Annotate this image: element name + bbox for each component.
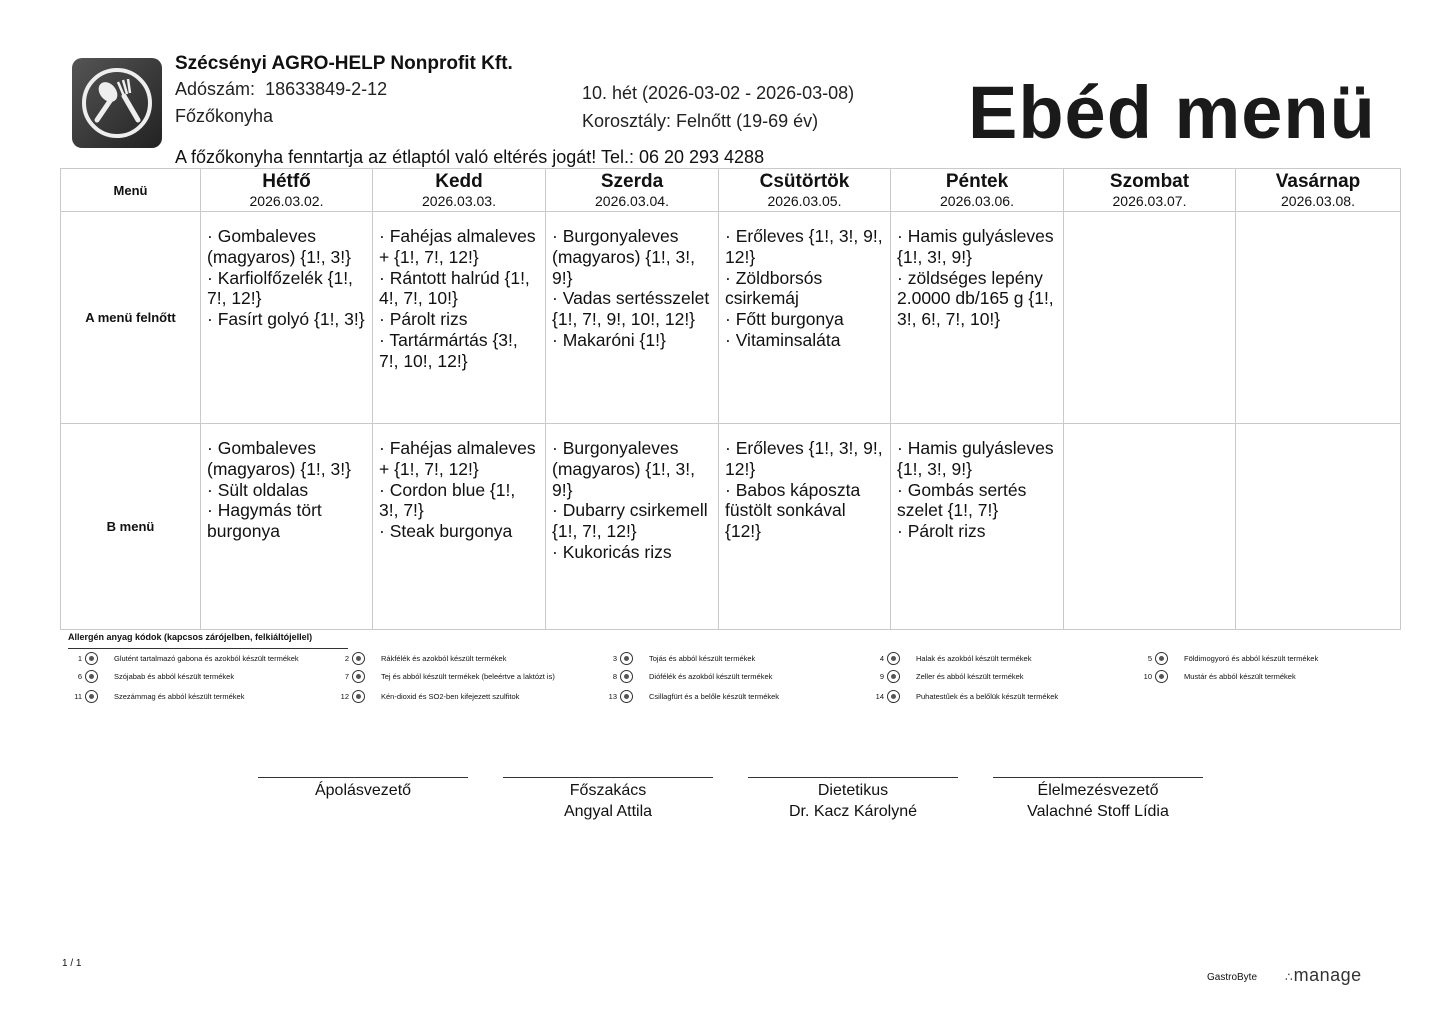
dish-item: · Kukoricás rizs: [552, 542, 712, 563]
day-header: [719, 169, 891, 212]
menu-row-label: B menü: [61, 424, 201, 630]
dish-item: · Fasírt golyó {1!, 3!}: [207, 309, 366, 330]
allergen-text: Tej és abból készült termékek (beleértve a laktózt is): [381, 672, 555, 681]
grain-icon: [85, 652, 98, 665]
tax-number-line: [175, 79, 387, 100]
allergen-title: Allergén anyag kódok (kapcsos zárójelben, felkiáltójellel): [68, 632, 313, 642]
day-name: Hétfő: [262, 171, 311, 192]
manage-dots: ∴: [1285, 970, 1294, 984]
age-group: Korosztály: Felnőtt (19-69 év): [582, 111, 819, 131]
menu-cell: [373, 212, 546, 424]
dish-item: · Hagymás tört burgonya: [207, 500, 366, 542]
allergen-number: 13: [608, 692, 617, 701]
fish-icon: [887, 652, 900, 665]
day-name: Szombat: [1109, 171, 1190, 192]
organization-name: Szécsényi AGRO-HELP Nonprofit Kft.: [175, 53, 513, 74]
manage-text: manage: [1293, 965, 1362, 985]
day-name: Szerda: [600, 171, 664, 192]
dish-item: · Zöldborsós csirkemáj: [725, 268, 884, 310]
day-date: 2026.03.08.: [1281, 193, 1355, 209]
dish-item: · Fahéjas almaleves + {1!, 7!, 12!}: [379, 226, 539, 268]
soy-icon: [85, 670, 98, 683]
allergen-item: [327, 690, 519, 703]
signature-name: Angyal Attila: [563, 803, 653, 820]
mollusc-icon: [887, 690, 900, 703]
page-title: Ebéd menü: [968, 71, 1376, 154]
signature-field: [503, 777, 713, 822]
table-header-row: [61, 169, 1401, 212]
allergen-divider: [68, 648, 348, 649]
lupin-icon: [620, 690, 633, 703]
day-header: [201, 169, 373, 212]
dish-item: · Dubarry csirkemell {1!, 7!, 12!}: [552, 500, 712, 542]
allergen-item: [595, 652, 755, 665]
dish-item: · Főtt burgonya: [725, 309, 884, 330]
dish-item: · Burgonyaleves (magyaros) {1!, 3!, 9!}: [552, 226, 712, 288]
page-number: 1 / 1: [62, 958, 82, 969]
allergen-number: 10: [1143, 672, 1152, 681]
allergen-number: 9: [879, 672, 884, 681]
day-date: 2026.03.02.: [249, 193, 324, 209]
dish-item: · Sült oldalas: [207, 480, 366, 501]
crab-icon: [352, 652, 365, 665]
menu-cell: [1064, 212, 1236, 424]
egg-icon: [620, 652, 633, 665]
signature-line: [748, 777, 958, 778]
table-row: [61, 212, 1401, 424]
menu-row-label: A menü felnőtt: [61, 212, 201, 424]
dish-item: · Párolt rizs: [897, 521, 1057, 542]
allergen-number: 6: [77, 672, 82, 681]
signature-role: Élelmezésvezető: [1037, 782, 1159, 799]
day-name: Csütörtök: [759, 171, 850, 192]
allergen-number: 14: [875, 692, 884, 701]
notice-text: A főzőkonyha fenntartja az étlaptól való eltérés jogát! Tel.: 06 20 293 4288: [175, 147, 765, 167]
dish-item: · Burgonyaleves (magyaros) {1!, 3!, 9!}: [552, 438, 712, 500]
allergen-text: Zeller és abból készült termékek: [916, 672, 1024, 681]
sesame-icon: [85, 690, 98, 703]
dish-item: · zöldséges lepény 2.0000 db/165 g {1!, 3!, 6!, 7!, 10!}: [897, 268, 1057, 330]
allergen-item: [862, 690, 1058, 703]
celery-icon: [887, 670, 900, 683]
dish-item: · Tartármártás {3!, 7!, 10!, 12!}: [379, 330, 539, 372]
signature-name: Valachné Stoff Lídia: [1027, 803, 1169, 820]
dish-item: · Karfiolfőzelék {1!, 7!, 12!}: [207, 268, 366, 310]
menu-cell: [546, 212, 719, 424]
dish-item: · Erőleves {1!, 3!, 9!, 12!}: [725, 438, 884, 480]
allergen-number: 8: [612, 672, 617, 681]
nut-icon: [620, 670, 633, 683]
day-name: Péntek: [945, 171, 1009, 192]
dish-item: · Vitaminsaláta: [725, 330, 884, 351]
dish-item: · Rántott halrúd {1!, 4!, 7!, 10!}: [379, 268, 539, 310]
allergen-text: Halak és azokból készült termékek: [916, 654, 1032, 663]
gastrobyte-label: GastroByte: [1207, 972, 1258, 983]
dish-item: · Hamis gulyásleves {1!, 3!, 9!}: [897, 226, 1057, 268]
day-date: 2026.03.05.: [767, 193, 842, 209]
menu-cell: [1236, 424, 1401, 630]
day-date: 2026.03.07.: [1112, 193, 1187, 209]
peanut-icon: [1155, 652, 1168, 665]
signature-role: Dietetikus: [817, 782, 889, 799]
allergen-text: Rákfélék és azokból készült termékek: [381, 654, 507, 663]
day-name: Vasárnap: [1275, 171, 1361, 192]
menu-cell: [201, 212, 373, 424]
logo: [72, 58, 162, 148]
allergen-text: Szójabab és abból készült termékek: [114, 672, 235, 681]
tax-number: 18633849-2-12: [265, 79, 388, 99]
allergen-text: Puhatestűek és a belőlük készült termékek: [916, 692, 1059, 701]
menu-table: [60, 168, 1401, 630]
day-header: [373, 169, 546, 212]
allergen-text: Kén-dioxid és SO2-ben kifejezett szulfitok: [381, 692, 520, 701]
allergen-item: [327, 670, 555, 683]
dish-item: · Párolt rizs: [379, 309, 539, 330]
kitchen-name: Főzőkonyha: [175, 106, 274, 126]
week-range: 10. hét (2026-03-02 - 2026-03-08): [582, 83, 855, 103]
signature-field: [258, 777, 468, 801]
allergen-number: 1: [77, 654, 82, 663]
allergen-number: 12: [340, 692, 349, 701]
menu-cell: [373, 424, 546, 630]
dish-item: · Erőleves {1!, 3!, 9!, 12!}: [725, 226, 884, 268]
allergen-text: Földimogyoró és abból készült termékek: [1184, 654, 1319, 663]
signature-field: [993, 777, 1203, 822]
dish-item: · Babos káposzta füstölt sonkával {12!}: [725, 480, 884, 542]
dish-item: · Hamis gulyásleves {1!, 3!, 9!}: [897, 438, 1057, 480]
allergen-number: 3: [612, 654, 617, 663]
allergen-item: [595, 670, 772, 683]
day-date: 2026.03.03.: [422, 193, 496, 209]
menu-cell: [1064, 424, 1236, 630]
milk-icon: [352, 670, 365, 683]
day-header: [1064, 169, 1236, 212]
menu-cell: [891, 212, 1064, 424]
day-date: 2026.03.04.: [595, 193, 669, 209]
allergen-text: Tojás és abból készült termékek: [649, 654, 756, 663]
allergen-item: [60, 652, 299, 665]
dish-item: · Gombás sertés szelet {1!, 7!}: [897, 480, 1057, 522]
allergen-number: 5: [1147, 654, 1152, 663]
day-header: [891, 169, 1064, 212]
tax-label: Adószám:: [175, 79, 256, 99]
menu-cell: [719, 424, 891, 630]
allergen-item: [862, 652, 1031, 665]
dish-item: · Cordon blue {1!, 3!, 7!}: [379, 480, 539, 522]
allergen-item: [327, 652, 506, 665]
allergen-text: Mustár és abból készült termékek: [1184, 672, 1296, 681]
table-row: [61, 424, 1401, 630]
menu-cell: [891, 424, 1064, 630]
signature-line: [503, 777, 713, 778]
menu-cell: [546, 424, 719, 630]
dish-item: · Gombaleves (magyaros) {1!, 3!}: [207, 438, 366, 480]
allergen-item: [595, 690, 779, 703]
day-header: [546, 169, 719, 212]
signature-role: Ápolásvezető: [314, 782, 412, 799]
allergen-text: Glutént tartalmazó gabona és azokból készült termékek: [114, 654, 299, 663]
menu-cell: [1236, 212, 1401, 424]
allergen-number: 4: [879, 654, 884, 663]
allergen-text: Szezámmag és abból készült termékek: [114, 692, 245, 701]
sulphite-icon: [352, 690, 365, 703]
spoon-fork-icon: [72, 58, 162, 148]
mustard-icon: [1155, 670, 1168, 683]
dish-item: · Steak burgonya: [379, 521, 539, 542]
signature-field: [748, 777, 958, 822]
allergen-number: 2: [344, 654, 349, 663]
dish-item: · Makaróni {1!}: [552, 330, 712, 351]
allergen-number: 7: [344, 672, 349, 681]
dish-item: · Fahéjas almaleves + {1!, 7!, 12!}: [379, 438, 539, 480]
allergen-text: Csillagfürt és a belőle készült termékek: [649, 692, 780, 701]
allergen-item: [862, 670, 1024, 683]
day-header: [1236, 169, 1401, 212]
allergen-item: [1130, 652, 1318, 665]
dish-item: · Vadas sertésszelet {1!, 7!, 9!, 10!, 12!}: [552, 288, 712, 330]
signature-name: Dr. Kacz Károlyné: [788, 803, 918, 820]
allergen-item: [60, 690, 244, 703]
signature-role: Főszakács: [569, 782, 647, 799]
allergen-item: [1130, 670, 1296, 683]
allergen-item: [60, 670, 234, 683]
manage-logo: [1285, 965, 1362, 986]
day-date: 2026.03.06.: [940, 193, 1014, 209]
menu-cell: [201, 424, 373, 630]
allergen-text: Diófélék és azokból készült termékek: [649, 672, 773, 681]
day-name: Kedd: [435, 171, 483, 192]
dish-item: · Gombaleves (magyaros) {1!, 3!}: [207, 226, 366, 268]
allergen-number: 11: [74, 692, 82, 701]
menu-cell: [719, 212, 891, 424]
corner-label: Menü: [61, 169, 201, 212]
signature-line: [993, 777, 1203, 778]
signature-line: [258, 777, 468, 778]
